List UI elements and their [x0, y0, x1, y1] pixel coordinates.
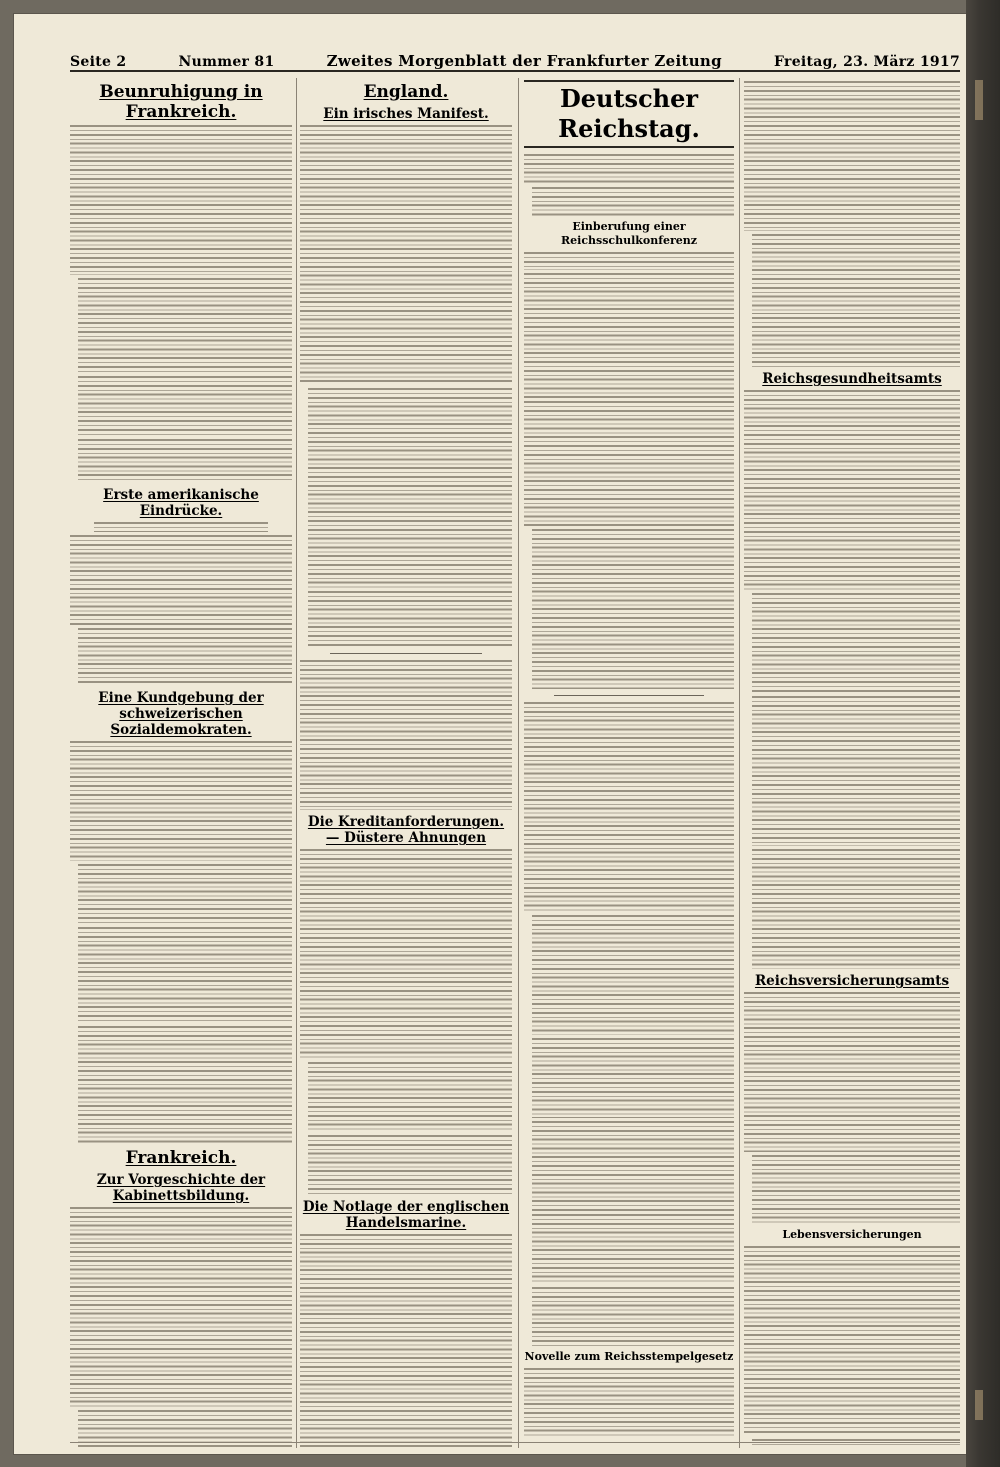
column-rule [518, 78, 519, 1448]
article-text [752, 234, 960, 314]
section-divider [554, 695, 704, 696]
article-text [70, 125, 292, 275]
page-number: Seite 2 [70, 54, 127, 70]
article-text [70, 741, 292, 861]
article-text [524, 273, 734, 398]
article-text [70, 1207, 292, 1407]
article-text [300, 660, 512, 810]
article-text [752, 593, 960, 693]
article-text [532, 1121, 734, 1211]
column-2 [300, 78, 512, 1448]
article-text [78, 1026, 292, 1144]
binding-tab [975, 80, 983, 120]
article-text [532, 1287, 734, 1347]
headline: Eine Kundgebung der schweizerischen Sozialdemokraten. [98, 690, 264, 738]
subheadline: Novelle zum Reichsstempelgesetz [524, 1350, 734, 1363]
page-bottom-rule [70, 1442, 960, 1443]
headline: Beunruhigung in Frankreich. [99, 82, 263, 122]
section-divider [330, 653, 482, 654]
article-text [744, 81, 960, 231]
headline: Deutscher Reichstag. [524, 80, 734, 148]
article-text [752, 849, 960, 969]
subheadline: Einberufung einer Reichsschulkonferenz [561, 220, 697, 247]
headline: Die Kreditanforderungen. — Düstere Ahnungen [307, 814, 505, 846]
column-rule [739, 78, 740, 1448]
article-byline [94, 522, 268, 532]
column-4 [744, 78, 960, 1448]
publication-title: Zweites Morgenblatt der Frankfurter Zeitung [326, 52, 722, 70]
article-text [744, 1246, 960, 1436]
article-text [78, 864, 292, 924]
article-text [308, 1062, 512, 1132]
article-text [524, 154, 734, 184]
article-text [752, 1155, 960, 1225]
article-text [300, 849, 512, 1059]
article-text [308, 388, 512, 588]
article-text [752, 1439, 960, 1448]
article-text [308, 591, 512, 647]
article-text [300, 125, 512, 385]
article-text [524, 401, 734, 526]
issue-date: Freitag, 23. März 1917 [774, 54, 960, 70]
article-text [752, 317, 960, 367]
article-text [78, 927, 292, 1023]
article-text [532, 187, 734, 217]
issue-number: Nummer 81 [178, 54, 275, 70]
article-text [78, 376, 292, 436]
column-1 [70, 78, 292, 1448]
headline: England. [363, 82, 449, 102]
binding-tab [975, 1390, 983, 1420]
headline: Zur Vorgeschichte der Kabinettsbildung. [96, 1172, 266, 1204]
subheadline: Lebensversicherungen [782, 1228, 922, 1241]
headline: Ein irisches Manifest. [323, 106, 489, 122]
headline: Die Notlage der englischen Handelsmarine. [302, 1199, 510, 1231]
page-header [70, 50, 960, 72]
article-text [532, 915, 734, 1035]
article-text [524, 252, 734, 270]
section-heading: Reichsgesundheitsamts [762, 371, 942, 387]
headline: Frankreich. [125, 1148, 237, 1168]
article-text [532, 1038, 734, 1118]
headline: Erste amerikanische Eindrücke. [103, 487, 259, 519]
article-text [524, 1368, 734, 1438]
article-text [744, 390, 960, 590]
article-text [308, 1135, 512, 1195]
article-text [532, 529, 734, 689]
article-text [752, 696, 960, 846]
article-text [78, 439, 292, 483]
article-text [78, 278, 292, 373]
book-binding [966, 0, 1000, 1467]
article-text [524, 702, 734, 912]
article-text [70, 535, 292, 625]
article-text [78, 628, 292, 686]
article-text [532, 1214, 734, 1284]
article-text [744, 992, 960, 1152]
section-heading: Reichsversicherungsamts [754, 973, 950, 989]
column-rule [296, 78, 297, 1448]
column-3 [524, 78, 734, 1448]
article-text [300, 1234, 512, 1448]
